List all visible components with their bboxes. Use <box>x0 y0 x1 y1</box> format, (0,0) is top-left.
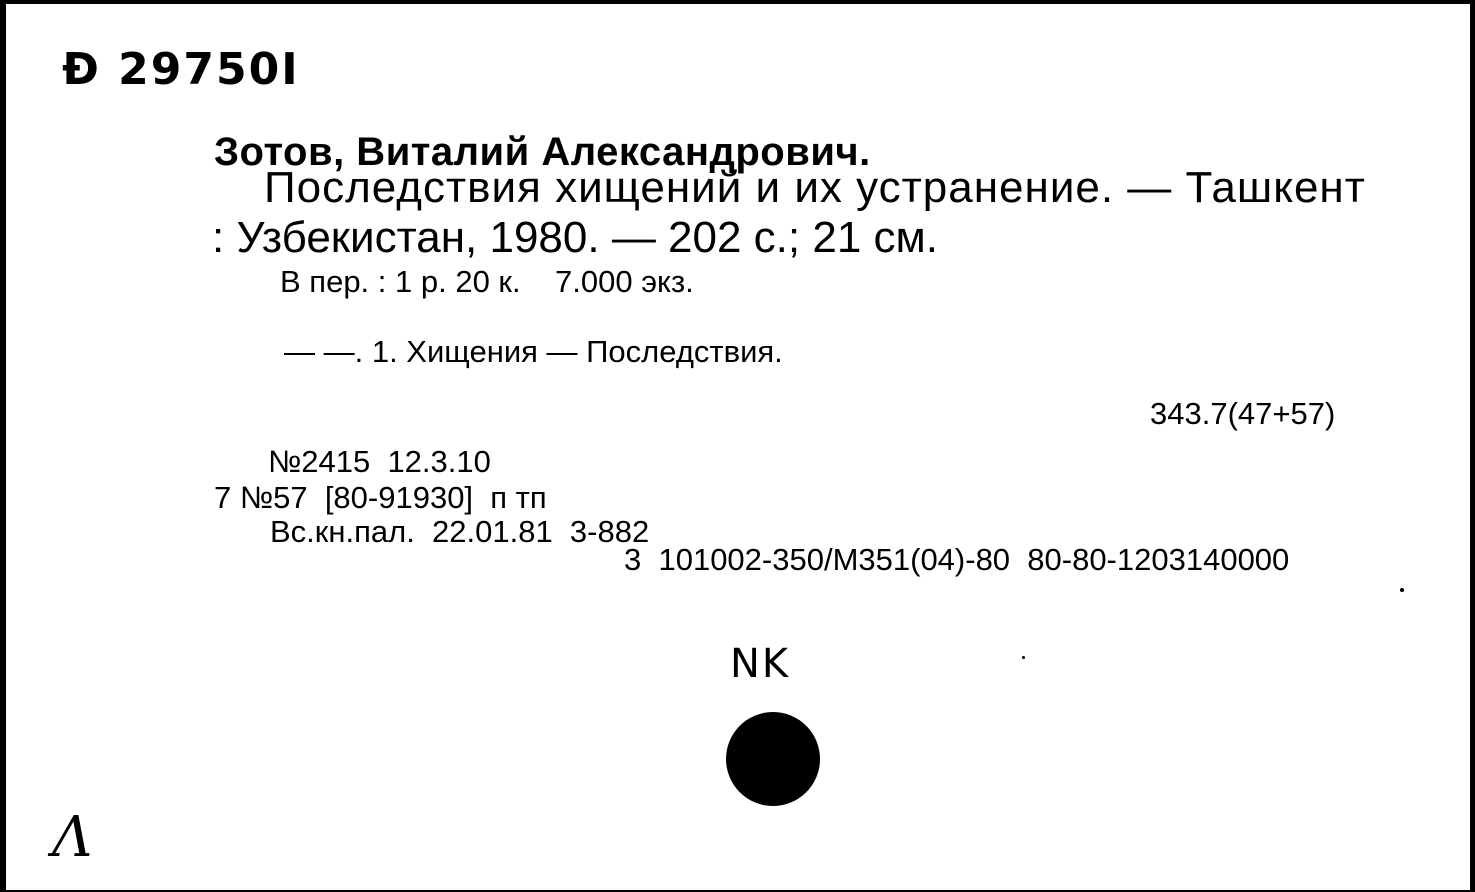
corner-handwritten-mark: Λ <box>52 805 95 870</box>
publication-index: 3 101002-350/М351(04)-80 80-80-1203140000 <box>624 542 1290 577</box>
handwritten-mark: NK <box>730 641 791 687</box>
order-number: №2415 12.3.10 <box>268 444 491 479</box>
ink-speck <box>1400 588 1404 592</box>
punch-hole <box>726 712 820 806</box>
book-chamber-line: Вс.кн.пал. 22.01.81 3-882 <box>270 514 650 549</box>
subject-heading: — —. 1. Хищения — Последствия. <box>284 334 783 369</box>
catalog-card <box>6 4 1470 890</box>
ink-speck <box>1022 656 1025 659</box>
title-line-2: : Узбекистан, 1980. — 202 с.; 21 см. <box>212 213 938 262</box>
title-line-1: Последствия хищений и их устранение. — Ташкент <box>264 163 1366 212</box>
call-number: Ð 29750I <box>62 44 300 95</box>
batch-number: 7 №57 [80-91930] п тп <box>214 480 547 515</box>
author-name: Зотов, Виталий Александрович. <box>214 130 871 174</box>
classification-code: 343.7(47+57) <box>1150 396 1336 431</box>
price-and-print-run: В пер. : 1 р. 20 к. 7.000 экз. <box>280 264 694 299</box>
